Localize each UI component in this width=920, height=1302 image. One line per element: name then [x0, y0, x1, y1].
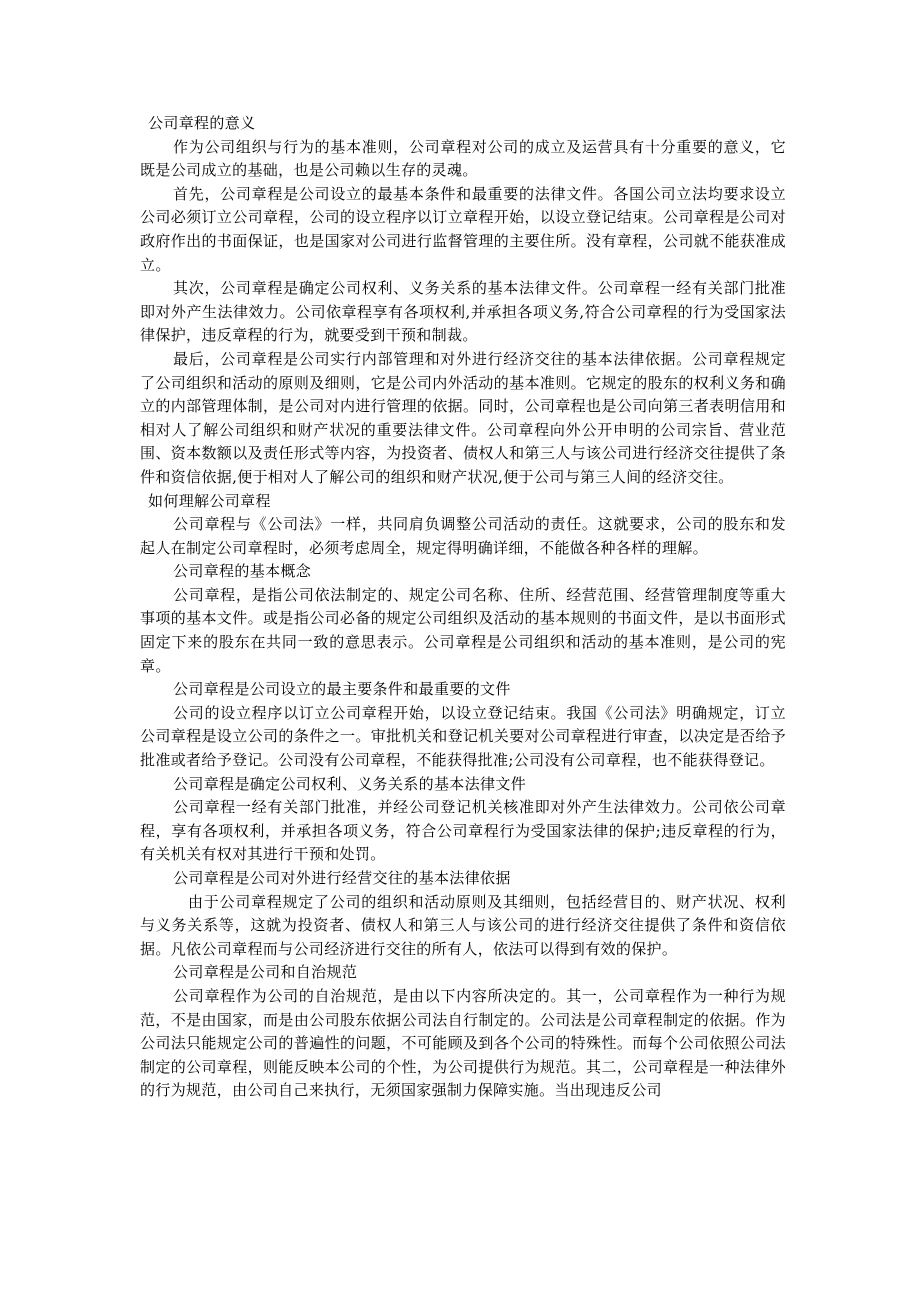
paragraph: 公司章程与《公司法》一样，共同肩负调整公司活动的责任。这就要求，公司的股东和发起人在制定公司章程时，必须考虑周全，规定得明确详细，不能做各种各样的理解。 [140, 515, 786, 557]
paragraph: 公司的设立程序以订立公司章程开始，以设立登记结束。我国《公司法》明确规定，订立公司章程是设立公司的条件之一。审批机关和登记机关要对公司章程进行审查，以决定是否给予批准或者给予登记。公司没有公司章程，不能获得批准;公司没有公司章程，也不能获得登记。 [140, 703, 786, 770]
subheading: 公司章程是公司和自治规范 [173, 963, 358, 982]
subheading: 公司章程是确定公司权利、义务关系的基本法律文件 [173, 774, 527, 793]
subheading: 公司章程是公司对外进行经营交往的基本法律依据 [173, 869, 511, 887]
paragraph: 其次，公司章程是确定公司权利、义务关系的基本法律文件。公司章程一经有关部门批准即对外产生法律效力。公司依章程享有各项权利,并承担各项义务,符合公司章程的行为受国家法律保护，违反章程的行为，就要受到干预和制裁。 [140, 279, 786, 345]
heading-significance: 公司章程的意义 [148, 114, 256, 132]
paragraph: 首先，公司章程是公司设立的最基本条件和最重要的法律文件。各国公司立法均要求设立公司必须订立公司章程，公司的设立程序以订立章程开始，以设立登记结束。公司章程是公司对政府作出的书面保证，也是国家对公司进行监督管理的主要住所。没有章程，公司就不能获准成立。 [140, 184, 786, 274]
document-body [140, 112, 786, 1103]
paragraph: 公司章程一经有关部门批准，并经公司登记机关核准即对外产生法律效力。公司依公司章程，享有各项权利，并承担各项义务，符合公司章程行为受国家法律的保护;违反章程的行为，有关机关有权对其进行干预和处罚。 [140, 798, 786, 864]
paragraph: 公司章程作为公司的自治规范，是由以下内容所决定的。其一，公司章程作为一种行为规范，不是由国家，而是由公司股东依据公司法自行制定的。公司法是公司章程制定的依据。作为公司法只能规定公司的普遍性的问题，不可能顾及到各个公司的特殊性。而每个公司依照公司法制定的公司章程，则能反映本公司的个性，为公司提供行为规范。其二，公司章程是一种法律外的行为规范，由公司自己来执行，无须国家强制力保障实施。当出现违反公司 [140, 986, 786, 1100]
paragraph: 最后，公司章程是公司实行内部管理和对外进行经济交往的基本法律依据。公司章程规定了公司组织和活动的原则及细则，它是公司内外活动的基本准则。它规定的股东的权利义务和确立的内部管理体制，是公司对内进行管理的依据。同时，公司章程也是公司向第三者表明信用和相对人了解公司组织和财产状况的重要法律文件。公司章程向外公开申明的公司宗旨、营业范围、资本数额以及责任形式等内容，为投资者、债权人和第三人与该公司进行经济交往提供了条件和资信依据,便于相对人了解公司的组织和财产状况,便于公司与第三人间的经济交往。 [140, 349, 786, 486]
paragraph: 作为公司组织与行为的基本准则，公司章程对公司的成立及运营具有十分重要的意义，它既是公司成立的基础，也是公司赖以生存的灵魂。 [140, 137, 786, 180]
heading-understanding: 如何理解公司章程 [148, 491, 271, 510]
paragraph: 公司章程，是指公司依法制定的、规定公司名称、住所、经营范围、经营管理制度等重大事项的基本文件。或是指公司必备的规定公司组织及活动的基本规则的书面文件，是以书面形式固定下来的股东在共同一致的意思表示。公司章程是公司组织和活动的基本准则，是公司的宪章。 [140, 585, 786, 675]
subheading: 公司章程是公司设立的最主要条件和最重要的文件 [173, 680, 511, 699]
paragraph: 由于公司章程规定了公司的组织和活动原则及其细则，包括经营目的、财产状况、权利与义务关系等，这就为投资者、债权人和第三人与该公司的进行经济交往提供了条件和资信依据。凡依公司章程而与公司经济进行交往的所有人，依法可以得到有效的保护。 [140, 892, 786, 958]
subheading: 公司章程的基本概念 [173, 562, 312, 581]
